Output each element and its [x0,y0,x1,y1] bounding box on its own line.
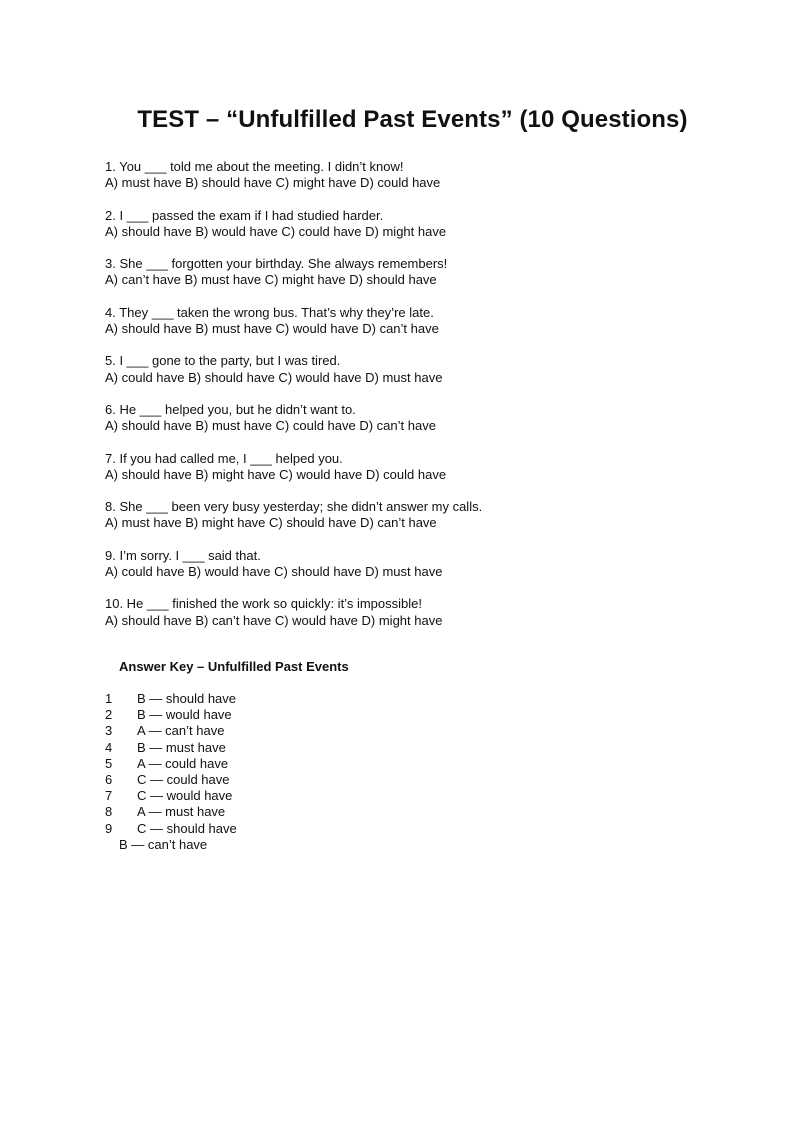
answer-text: B — would have [137,707,232,723]
question-item [105,548,705,580]
answer-number: 2 [105,707,113,723]
answer-key-row [105,723,237,739]
question-options: A) must have B) might have C) should have D) can’t have [105,515,437,531]
question-options: A) can’t have B) must have C) might have D) should have [105,272,437,288]
answer-number: 3 [105,723,113,739]
page-title: TEST – “Unfulfilled Past Events” (10 Questions) [137,106,688,133]
answer-number: 7 [105,788,113,804]
question-prompt: 9. I’m sorry. I ___ said that. [105,547,261,563]
question-item [105,402,705,434]
answer-key-list [105,691,237,853]
question-prompt: 7. If you had called me, I ___ helped you. [105,450,343,466]
question-prompt: 10. He ___ finished the work so quickly: it’s impossible! [105,596,422,612]
answer-text: B — can’t have [119,836,208,852]
answer-key-row-last [105,837,237,853]
answer-number: 9 [105,820,113,836]
question-options: A) should have B) might have C) would have D) could have [105,466,447,482]
answer-text: B — should have [137,691,237,706]
question-prompt: 1. You ___ told me about the meeting. I didn’t know! [105,159,404,174]
question-item [105,208,705,240]
question-prompt: 4. They ___ taken the wrong bus. That’s why they’re late. [105,304,434,320]
answer-number: 6 [105,771,113,787]
answer-key-heading: Answer Key – Unfulfilled Past Events [119,659,349,674]
answer-text: C — would have [137,788,233,804]
question-item [105,305,705,337]
answer-text: C — should have [137,820,237,836]
question-prompt: 6. He ___ helped you, but he didn’t want to. [105,401,356,417]
answer-text: A — could have [137,755,229,771]
question-item [105,499,705,531]
answer-text: A — must have [137,804,226,820]
answer-key-row [105,788,237,804]
question-item [105,451,705,483]
question-options: A) should have B) can’t have C) would have D) might have [105,612,443,628]
answer-key-row [105,691,237,707]
answer-key-row [105,772,237,788]
answer-number: 5 [105,755,113,771]
answer-number: 8 [105,804,113,820]
question-options: A) must have B) should have C) might have D) could have [105,175,441,191]
answer-number: 1 [105,691,113,706]
answer-key-row [105,804,237,820]
answer-text: A — can’t have [137,723,225,739]
answer-number: 4 [105,739,113,755]
question-list [105,159,705,645]
question-item [105,159,705,191]
question-options: A) should have B) would have C) could have D) might have [105,223,447,239]
question-item [105,353,705,385]
answer-key-row [105,756,237,772]
answer-text: B — must have [137,739,226,755]
question-prompt: 8. She ___ been very busy yesterday; she didn’t answer my calls. [105,499,483,515]
question-item [105,256,705,288]
question-prompt: 2. I ___ passed the exam if I had studied harder. [105,207,384,223]
question-item [105,596,705,628]
answer-key-row [105,740,237,756]
answer-key-row [105,821,237,837]
question-options: A) could have B) would have C) should have D) must have [105,563,443,579]
question-prompt: 5. I ___ gone to the party, but I was tired. [105,353,341,369]
question-prompt: 3. She ___ forgotten your birthday. She always remembers! [105,256,448,272]
answer-key-row [105,707,237,723]
question-options: A) should have B) must have C) would have D) can’t have [105,320,439,336]
answer-text: C — could have [137,771,230,787]
question-options: A) could have B) should have C) would have D) must have [105,369,443,385]
question-options: A) should have B) must have C) could have D) can’t have [105,418,436,434]
